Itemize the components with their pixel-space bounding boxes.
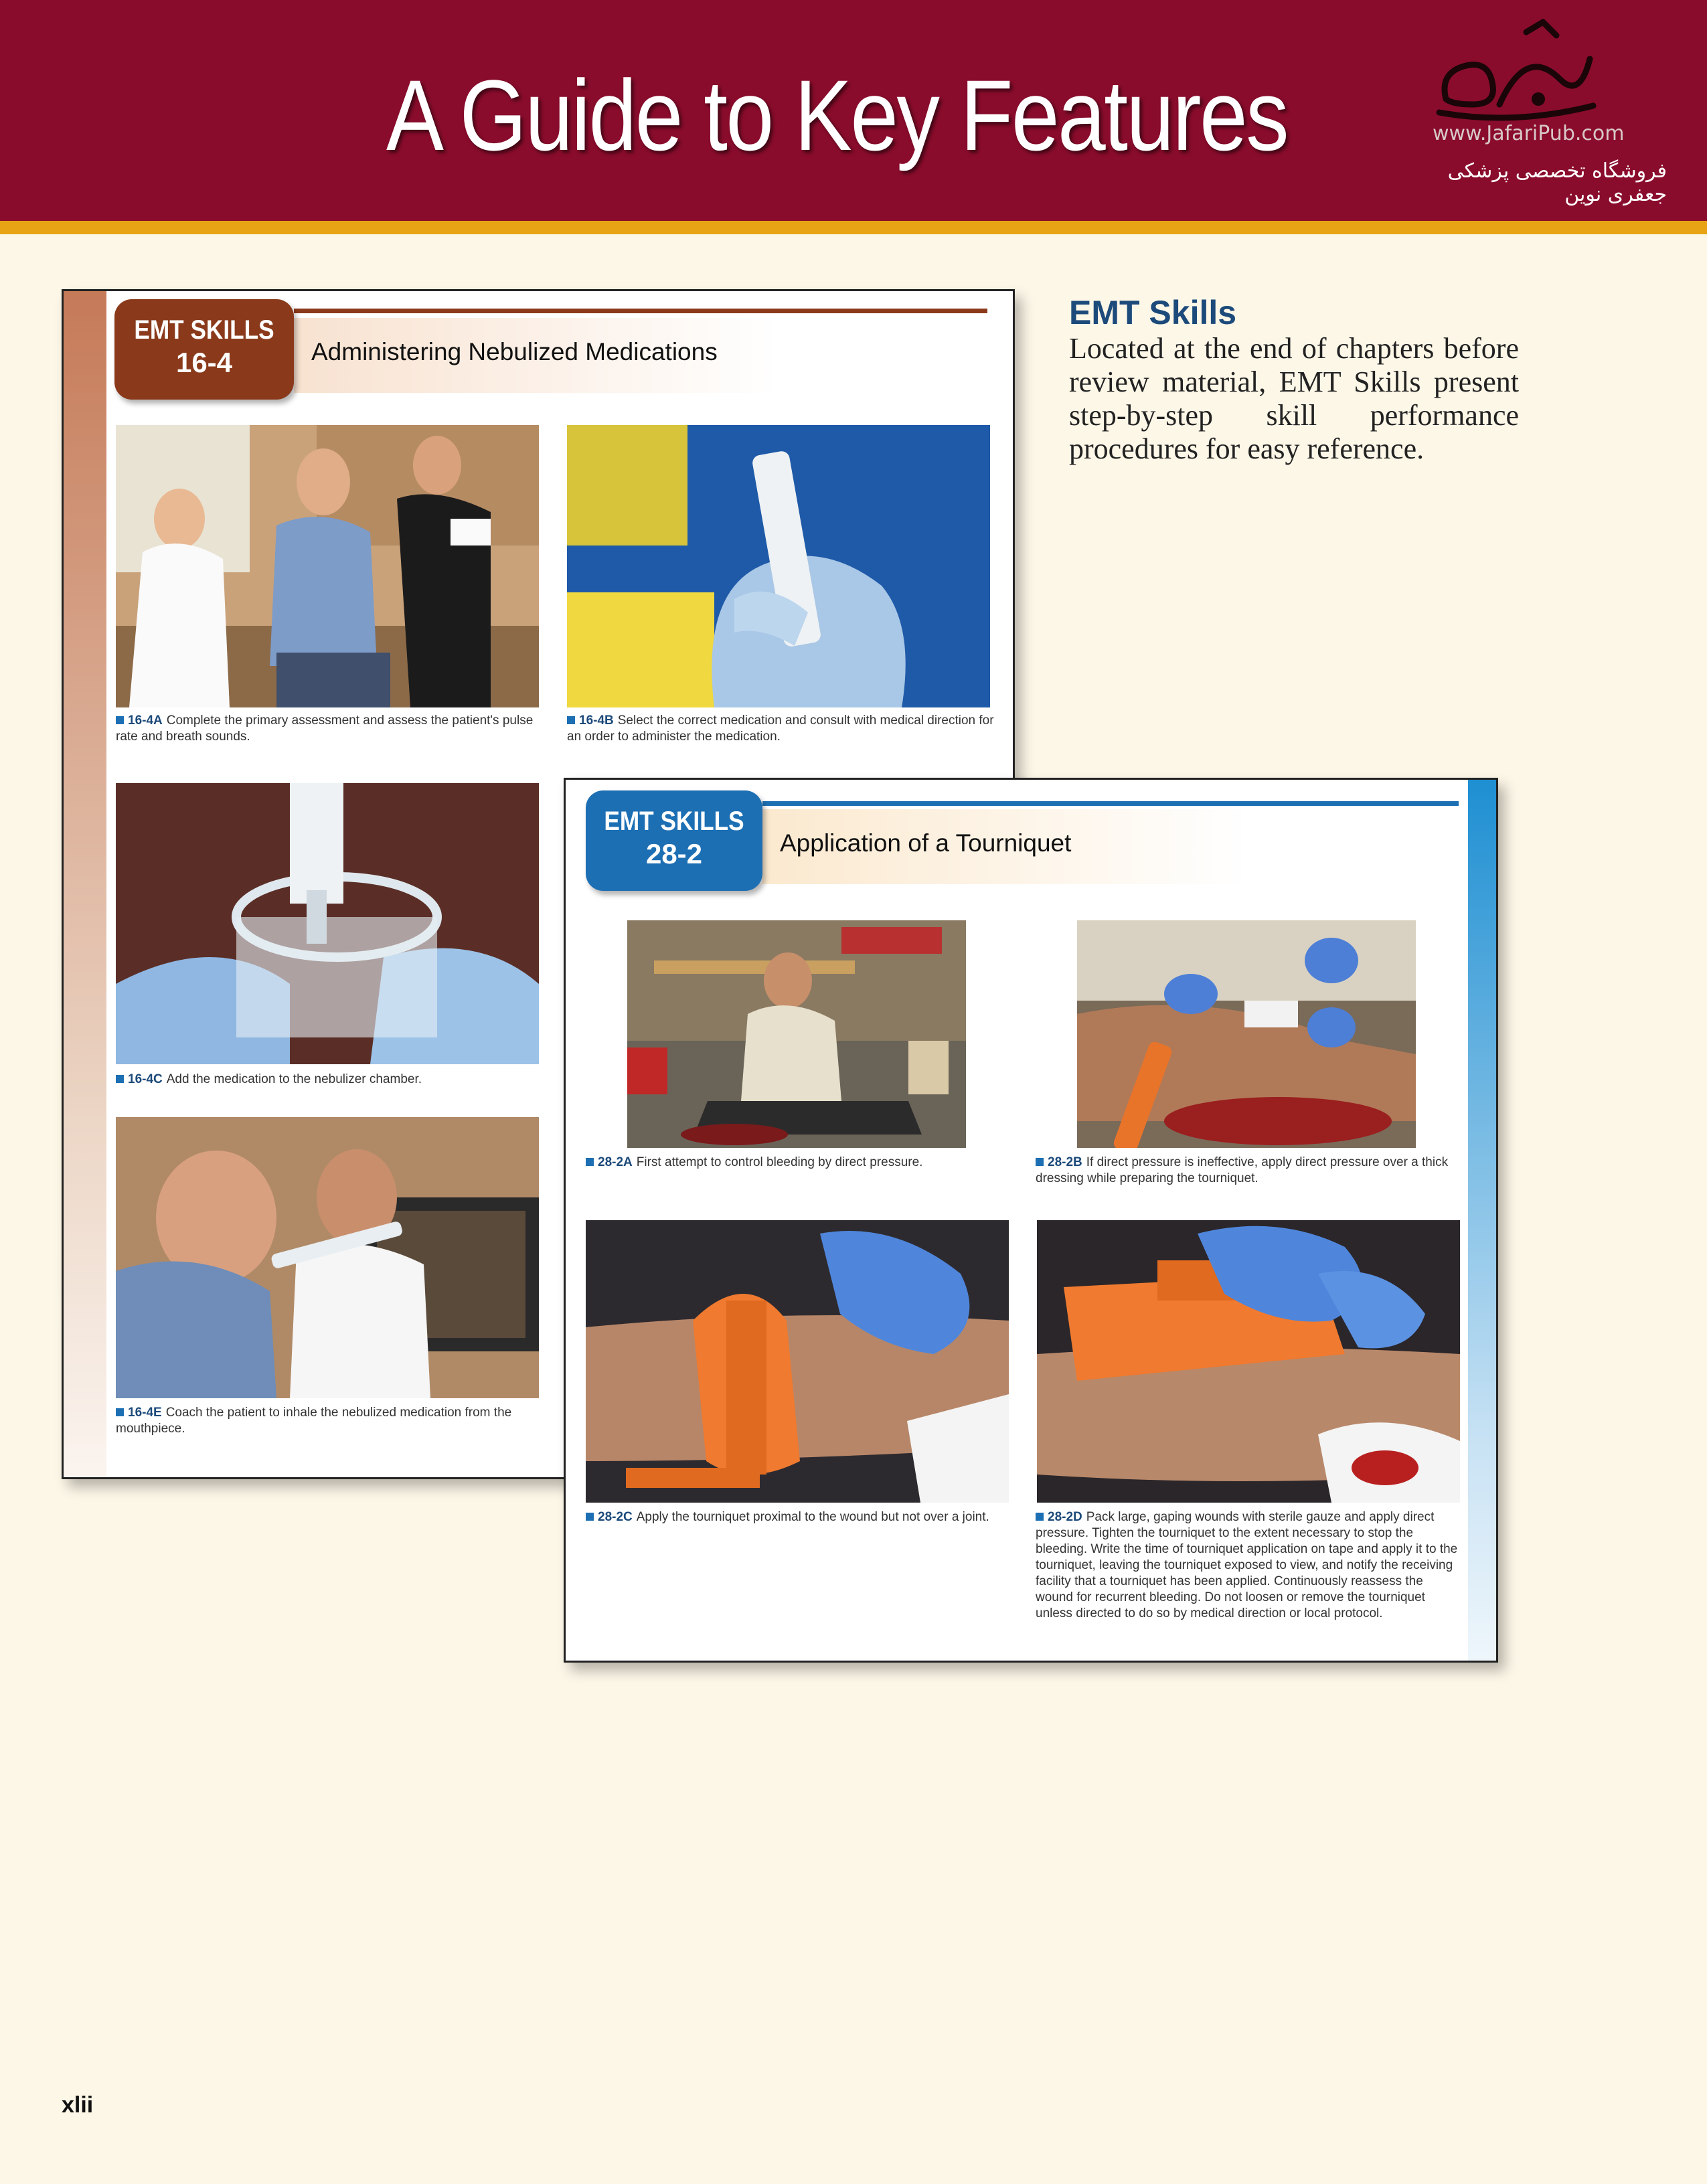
- logo-tagline: فروشگاه تخصصی پزشکی جعفری نوین: [1447, 159, 1667, 206]
- caption-marker-icon: [586, 1158, 594, 1166]
- caption-marker-icon: [567, 716, 575, 724]
- feature-title: EMT Skills: [1069, 294, 1237, 331]
- caption-marker-icon: [1036, 1158, 1044, 1166]
- caption-marker-icon: [116, 716, 124, 724]
- skill-badge-number: 16-4: [175, 347, 233, 378]
- skill-badge-label: EMT SKILLS: [134, 315, 274, 345]
- step-caption-28-2c: 28-2C Apply the tourniquet proximal to the wound but not over a joint.: [586, 1509, 1014, 1525]
- header-stripe: [0, 221, 1707, 234]
- feature-description: Located at the end of chapters before review material, EMT Skills present step-by-step skill performance procedures for easy reference.: [1069, 332, 1519, 465]
- skill-title: Administering Nebulized Medications: [311, 338, 718, 365]
- caption-marker-icon: [116, 1075, 124, 1083]
- calligraphy-logo-icon: [1426, 19, 1600, 126]
- page-title: A Guide to Key Features: [386, 59, 1288, 171]
- logo-url: www.JafariPub.com: [1433, 122, 1625, 145]
- skill-title-band: [762, 809, 1459, 884]
- photo-apply-tourniquet: [586, 1220, 1009, 1503]
- step-caption-16-4b: 16-4B Select the correct medication and consult with medical direction for an order to administer the medication.: [567, 713, 994, 744]
- caption-marker-icon: [1036, 1513, 1044, 1521]
- skill-title: Application of a Tourniquet: [780, 829, 1072, 857]
- skill-badge-number: 28-2: [645, 838, 703, 869]
- step-caption-28-2d: 28-2D Pack large, gaping wounds with sterile gauze and apply direct pressure. Tighten the tourniquet to the extent necessary to stop the bleeding. Write the time of tourniquet application on tape and apply it to the tourniquet, leaving the tourniquet exposed to view, and notify the receiving facility that a tourniquet has been applied. Continuously reassess the wound for recurrent bleeding. Do not loosen or remove the tourniquet unless directed to do so by medical direction or local protocol.: [1036, 1510, 1458, 1620]
- photo-select-medication: [567, 425, 990, 707]
- photo-pressure-dressing: [1077, 920, 1416, 1148]
- page-side-bar: [64, 291, 106, 1477]
- skill-title-band: [294, 318, 987, 393]
- photo-tighten-tourniquet: [1037, 1220, 1460, 1503]
- title-rule: [762, 801, 1459, 806]
- skill-badge: [114, 299, 294, 400]
- page-side-bar: [1468, 780, 1496, 1661]
- photo-assessment: [116, 425, 539, 707]
- skill-badge: [586, 790, 762, 891]
- title-rule: [294, 309, 987, 313]
- step-caption-28-2a: 28-2A First attempt to control bleeding by direct pressure.: [586, 1155, 1001, 1171]
- caption-marker-icon: [116, 1408, 124, 1416]
- photo-nebulizer-chamber: [116, 783, 539, 1064]
- photo-coach-patient: [116, 1117, 539, 1398]
- skill-page-28-2: [564, 778, 1498, 1663]
- photo-direct-pressure: [627, 920, 966, 1148]
- caption-marker-icon: [586, 1513, 594, 1521]
- page-number: xlii: [62, 2092, 94, 2118]
- header-band: [0, 0, 1707, 221]
- skill-badge-label: EMT SKILLS: [604, 807, 744, 836]
- step-caption-16-4e: 16-4E Coach the patient to inhale the nebulized medication from the mouthpiece.: [116, 1406, 512, 1436]
- step-caption-16-4c: 16-4C Add the medication to the nebulizer chamber.: [116, 1072, 544, 1088]
- publisher-logo: [1399, 19, 1667, 206]
- step-caption-28-2b: 28-2B If direct pressure is ineffective, apply direct pressure over a thick dressing while preparing the tourniquet.: [1036, 1155, 1449, 1185]
- step-caption-16-4a: 16-4A Complete the primary assessment and assess the patient's pulse rate and breath sounds.: [116, 713, 534, 744]
